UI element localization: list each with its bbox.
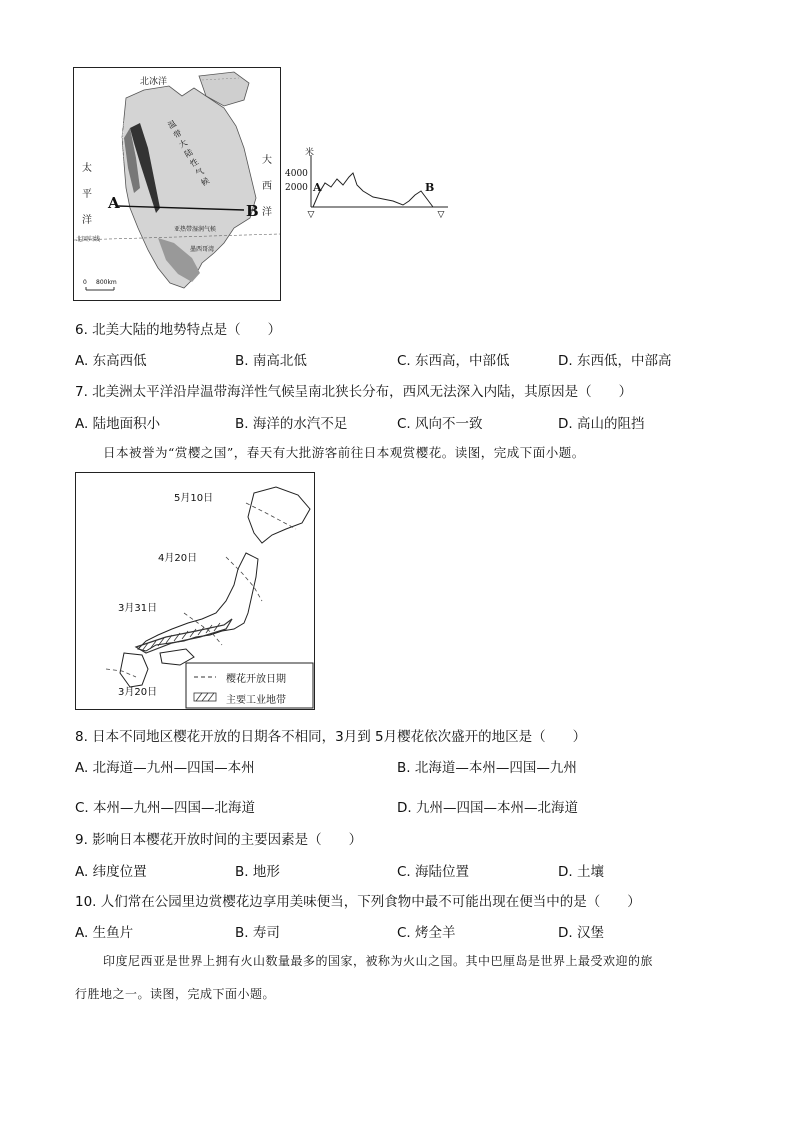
question-8-option-b[interactable]: B. 北海道—本州—四国—九州 xyxy=(397,760,577,776)
question-6-option-d[interactable]: D. 东西低，中部高 xyxy=(558,353,672,369)
question-8-option-a[interactable]: A. 北海道—九州—四国—本州 xyxy=(75,760,255,776)
legend-dates-label: 樱花开放日期 xyxy=(226,674,286,685)
tropic-label: 北回归线 xyxy=(76,236,101,243)
hokkaido-shape xyxy=(248,487,310,543)
question-10-option-c[interactable]: C. 烤全羊 xyxy=(397,925,456,941)
label-apr20: 4月20日 xyxy=(158,553,198,564)
question-6-option-b[interactable]: B. 南高北低 xyxy=(235,353,307,369)
question-6-option-c[interactable]: C. 东西高，中部低 xyxy=(397,353,510,369)
question-7-option-a[interactable]: A. 陆地面积小 xyxy=(75,416,161,432)
question-9-option-a[interactable]: A. 纬度位置 xyxy=(75,864,147,880)
subtropical-climate-label: 亚热带湿润气候 xyxy=(174,226,217,233)
pacific-label: 太 平 洋 xyxy=(82,163,92,226)
question-9-option-b[interactable]: B. 地形 xyxy=(235,864,280,880)
label-mar31: 3月31日 xyxy=(118,603,158,614)
question-6-stem: 6. 北美大陆的地势特点是（ ） xyxy=(75,322,282,338)
question-9-stem: 9. 影响日本樱花开放时间的主要因素是（ ） xyxy=(75,832,363,848)
question-9-option-d[interactable]: D. 土壤 xyxy=(558,864,604,880)
point-b-label: B xyxy=(246,202,259,220)
profile-point-a: A xyxy=(313,181,322,194)
north-america-map xyxy=(73,67,281,301)
question-7-option-c[interactable]: C. 风向不一致 xyxy=(397,416,483,432)
profile-point-b: B xyxy=(425,181,435,194)
question-7-option-b[interactable]: B. 海洋的水汽不足 xyxy=(235,416,348,432)
question-9-option-c[interactable]: C. 海陆位置 xyxy=(397,864,470,880)
profile-tick-2000: 2000 xyxy=(285,183,308,193)
profile-arrow-b: ▽ xyxy=(437,210,445,220)
terrain-profile xyxy=(283,145,453,220)
profile-terrain-line xyxy=(313,173,433,207)
scale-label: 800km xyxy=(96,279,117,286)
label-mar20: 3月20日 xyxy=(118,687,158,698)
north-america-map-svg xyxy=(74,68,280,300)
scale-zero-label: 0 xyxy=(83,279,87,286)
question-10-option-b[interactable]: B. 寿司 xyxy=(235,925,280,941)
question-8-stem: 8. 日本不同地区樱花开放的日期各不相同，3月到 5月樱花依次盛开的地区是（ ） xyxy=(75,729,587,745)
question-7-stem: 7. 北美洲太平洋沿岸温带海洋性气候呈南北狭长分布，西风无法深入内陆，其原因是（ ） xyxy=(75,384,633,400)
question-8-option-c[interactable]: C. 本州—九州—四国—北海道 xyxy=(75,800,256,816)
profile-tick-4000: 4000 xyxy=(285,169,308,179)
atlantic-label: 大 西 洋 xyxy=(262,155,272,218)
japan-map xyxy=(75,472,315,710)
question-6-option-a[interactable]: A. 东高西低 xyxy=(75,353,147,369)
label-may10: 5月10日 xyxy=(174,493,214,504)
profile-unit-label: 米 xyxy=(305,148,315,158)
japan-intro-text: 日本被誉为“赏樱之国”，春天有大批游客前往日本观赏樱花。读图，完成下面小题。 xyxy=(103,445,585,460)
question-8-option-d[interactable]: D. 九州—四国—本州—北海道 xyxy=(397,800,578,816)
maritime-climate-label: 温 带 海 洋 性 气 候 xyxy=(118,116,125,165)
profile-arrow-a: ▽ xyxy=(307,210,315,220)
kyushu-shape xyxy=(120,653,148,687)
point-a-label: A xyxy=(108,194,120,212)
question-10-stem: 10. 人们常在公园里边赏樱花边享用美味便当，下列食物中最不可能出现在便当中的是（ ） xyxy=(75,894,641,910)
continental-climate-label: 温 带 大 陆 性 气 候 xyxy=(166,118,211,188)
indonesia-intro-line-1: 印度尼西亚是世界上拥有火山数量最多的国家，被称为火山之国。其中巴厘岛是世界上最受欢迎的旅 xyxy=(103,954,654,968)
legend-industry-label: 主要工业地带 xyxy=(226,695,286,706)
question-7-option-d[interactable]: D. 高山的阻挡 xyxy=(558,416,645,432)
indonesia-intro-line-2: 行胜地之一。读图，完成下面小题。 xyxy=(75,987,276,1001)
question-10-option-a[interactable]: A. 生鱼片 xyxy=(75,925,134,941)
question-10-option-d[interactable]: D. 汉堡 xyxy=(558,925,604,941)
mexico-gulf-label: 墨西哥湾 xyxy=(190,246,215,253)
arctic-ocean-label: 北冰洋 xyxy=(140,77,168,87)
